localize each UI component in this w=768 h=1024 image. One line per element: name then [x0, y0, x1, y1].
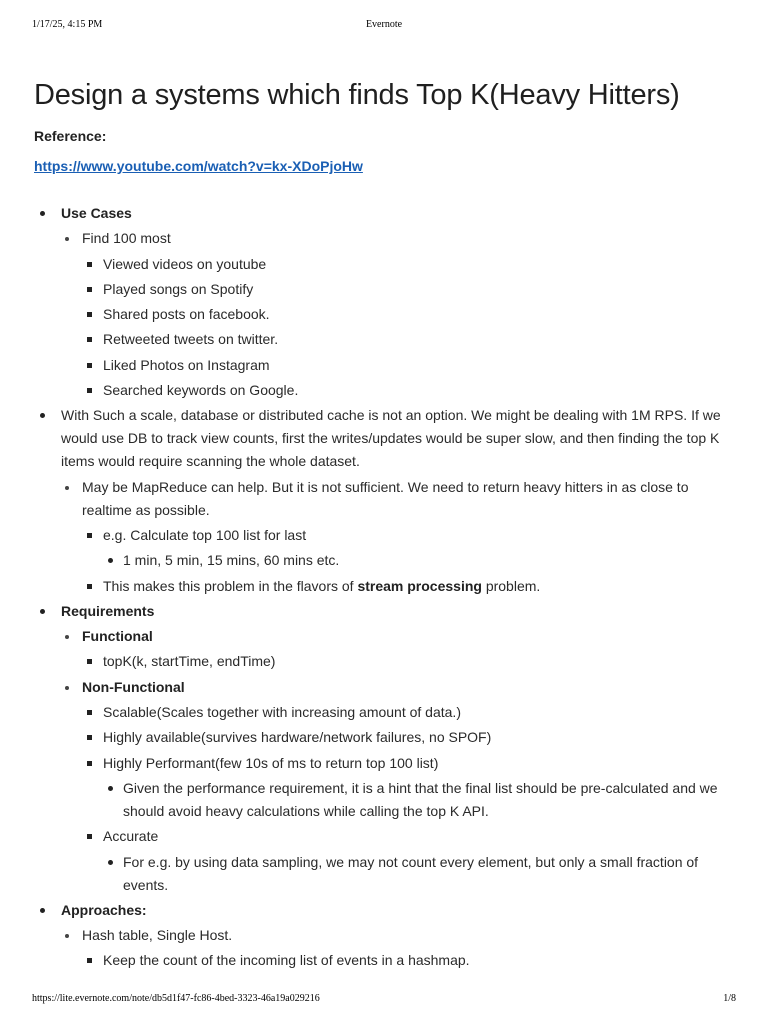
print-app-name: Evernote	[365, 19, 403, 30]
print-timestamp: 1/17/25, 4:15 PM	[32, 19, 103, 30]
bullet-icon	[40, 609, 45, 614]
non-functional-heading: Non-Functional	[82, 678, 185, 695]
list-item	[82, 726, 734, 749]
list-item	[82, 303, 734, 326]
square-bullet-icon	[87, 584, 92, 589]
square-bullet-icon	[87, 958, 92, 963]
square-bullet-icon	[87, 761, 92, 766]
list-item	[103, 549, 734, 572]
list-item-text: Highly Performant(few 10s of ms to return top 100 list)	[103, 754, 439, 771]
page-number: 1/8	[723, 993, 736, 1004]
print-footer	[32, 993, 736, 1007]
bullet-icon	[65, 686, 69, 690]
bullet-icon	[65, 635, 69, 639]
bullet-icon	[108, 558, 113, 563]
square-bullet-icon	[87, 287, 92, 292]
square-bullet-icon	[87, 262, 92, 267]
bullet-icon	[40, 211, 45, 216]
square-bullet-icon	[87, 337, 92, 342]
list-item	[82, 752, 734, 823]
list-item	[82, 701, 734, 724]
list-item-text: Given the performance requirement, it is a hint that the final list should be pre-calculated and we should avoid heavy calculations while calling the top K API.	[123, 779, 718, 819]
list-item	[82, 650, 734, 673]
list-item-text: Hash table, Single Host.	[82, 927, 233, 944]
list-item-text: e.g. Calculate top 100 list for last	[103, 526, 307, 543]
list-item-text: topK(k, startTime, endTime)	[103, 653, 276, 670]
list-item	[82, 379, 734, 402]
square-bullet-icon	[87, 533, 92, 538]
note-content	[34, 76, 734, 975]
functional-heading: Functional	[82, 628, 153, 645]
list-item	[103, 851, 734, 897]
list-item-text: For e.g. by using data sampling, we may not count every element, but only a small fraction of events.	[123, 853, 699, 893]
list-item	[61, 476, 734, 598]
list-item-text: Keep the count of the incoming list of events in a hashmap.	[103, 952, 470, 969]
list-item-text: Accurate	[103, 828, 159, 845]
square-bullet-icon	[87, 834, 92, 839]
list-item	[61, 676, 734, 897]
stream-processing-text: stream processing	[357, 577, 482, 594]
list-item	[82, 278, 734, 301]
list-item	[82, 354, 734, 377]
list-item-text: 1 min, 5 min, 15 mins, 60 mins etc.	[123, 552, 340, 569]
bullet-icon	[40, 413, 45, 418]
list-item	[61, 625, 734, 673]
bullet-icon	[108, 786, 113, 791]
list-item-text: With Such a scale, database or distributed cache is not an option. We might be dealing with 1M RPS. If we would use DB to track view counts, first the writes/updates would be super slow, and then finding the top K items would require scanning the whole dataset.	[61, 407, 721, 470]
list-item-text: Searched keywords on Google.	[103, 382, 299, 399]
list-item	[82, 949, 734, 972]
bullet-icon	[108, 860, 113, 865]
bullet-icon	[65, 486, 69, 490]
outline-list	[34, 202, 734, 972]
reference-link[interactable]: https://www.youtube.com/watch?v=kx-XDoPjoHw	[34, 158, 363, 174]
square-bullet-icon	[87, 710, 92, 715]
list-item-text: May be MapReduce can help. But it is not sufficient. We need to return heavy hitters in as close to realtime as possible.	[82, 478, 689, 518]
bullet-icon	[65, 934, 69, 938]
list-item	[34, 600, 734, 897]
bullet-icon	[40, 908, 45, 913]
list-item	[82, 328, 734, 351]
list-item-text: Liked Photos on Instagram	[103, 356, 270, 373]
list-item-text: This makes this problem in the flavors of	[103, 577, 358, 594]
list-item	[61, 227, 734, 402]
list-item-text: problem.	[481, 577, 541, 594]
reference-label: Reference:	[34, 128, 107, 144]
list-item	[82, 825, 734, 896]
list-item-text: Shared posts on facebook.	[103, 306, 270, 323]
use-cases-heading: Use Cases	[61, 205, 132, 221]
list-item	[61, 924, 734, 972]
square-bullet-icon	[87, 363, 92, 368]
list-item-text: Find 100 most	[82, 230, 171, 247]
list-item-text: Scalable(Scales together with increasing amount of data.)	[103, 704, 461, 721]
list-item	[34, 404, 734, 597]
square-bullet-icon	[87, 659, 92, 664]
print-url: https://lite.evernote.com/note/db5d1f47-fc86-4bed-3323-46a19a029216	[32, 993, 320, 1004]
note-title: Design a systems which finds Top K(Heavy Hitters)	[34, 79, 680, 111]
list-item-text: Played songs on Spotify	[103, 280, 254, 297]
print-header	[32, 19, 736, 33]
bullet-icon	[65, 237, 69, 241]
list-item-text: Viewed videos on youtube	[103, 255, 267, 272]
square-bullet-icon	[87, 312, 92, 317]
list-item-text: Retweeted tweets on twitter.	[103, 331, 279, 348]
list-item	[34, 202, 734, 402]
list-item	[82, 253, 734, 276]
square-bullet-icon	[87, 735, 92, 740]
approaches-heading: Approaches:	[61, 901, 147, 918]
list-item	[82, 524, 734, 572]
list-item	[82, 575, 734, 598]
list-item-text: Highly available(survives hardware/network failures, no SPOF)	[103, 729, 492, 746]
list-item	[103, 777, 734, 823]
square-bullet-icon	[87, 388, 92, 393]
list-item	[34, 899, 734, 973]
requirements-heading: Requirements	[61, 602, 155, 619]
